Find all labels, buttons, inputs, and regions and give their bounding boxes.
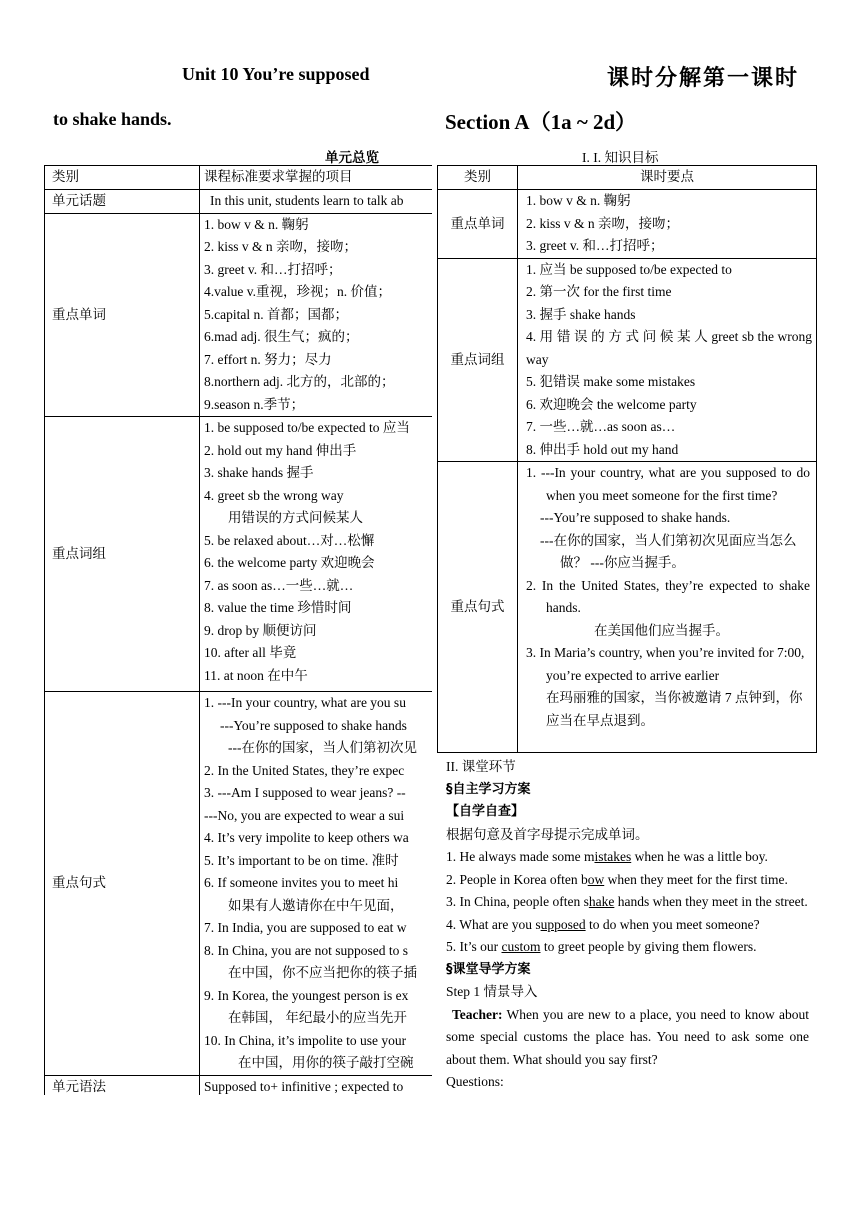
- rt-phrase-item: 3. 握手 shake hands: [526, 306, 636, 322]
- exercise-item: 4. What are you supposed to do when you meet someone?: [446, 916, 760, 932]
- phrases-label: 重点词组: [45, 417, 200, 692]
- rt-sentence-item: 在玛丽雅的国家，当你被邀请 7 点钟到，你应当在早点退到。: [546, 690, 803, 728]
- sentence-item: 在韩国， 年纪最小的应当先开: [228, 1010, 407, 1025]
- sentence-item: 1. ---In your country, what are you su: [204, 695, 406, 710]
- rt-phrase-item: 8. 伸出手 hold out my hand: [526, 441, 679, 457]
- sentence-item: 8. In China, you are not supposed to s: [204, 942, 408, 958]
- lesson-title: 课时分解第一课时: [607, 65, 800, 90]
- exercise-answer: ow: [587, 871, 605, 887]
- self-check: 【自学自查】: [446, 804, 525, 819]
- phrase-item: 9. drop by 顺便访问: [204, 622, 317, 638]
- phrase-item: 10. after all 毕竟: [204, 645, 297, 660]
- unit-title-cont: to shake hands.: [53, 109, 172, 129]
- word-item: 4.value v.重视，珍视；n. 价值；: [204, 284, 391, 299]
- rt-sentence-item: 2. In the United States, they’re expected to shake hands.: [526, 577, 810, 615]
- rt-col-category: 类别: [438, 166, 518, 190]
- sentence-item: 7. In India, you are supposed to eat w: [204, 920, 407, 935]
- word-item: 3. greet v. 和…打招呼；: [204, 261, 342, 277]
- exercise-item: 2. People in Korea often bow when they meet for the first time.: [446, 871, 788, 887]
- word-item: 8.northern adj. 北方的，北部的；: [204, 374, 395, 389]
- rt-word-item: 1. bow v & n. 鞠躬: [526, 193, 631, 208]
- rt-sentences-cell: [518, 462, 817, 753]
- rt-sentence-item: 1. ---In your country, what are you supposed to do when you meet someone for the first time?: [526, 465, 810, 503]
- phrase-item: 4. greet sb the wrong way: [204, 487, 344, 503]
- phrase-item: 7. as soon as…一些…就…: [204, 577, 354, 593]
- exercise-item: 3. In China, people often shake hands when they meet in the street.: [446, 894, 808, 909]
- instruction: 根据句意及首字母提示完成单词。: [446, 826, 649, 842]
- rt-phrases-cell: [518, 258, 817, 462]
- unit-title: Unit 10 You’re supposed: [182, 64, 370, 84]
- rt-col-points: 课时要点: [518, 166, 817, 190]
- col-category-header: 类别: [45, 166, 200, 190]
- grammar-text: Supposed to+ infinitive ; expected to: [200, 1075, 433, 1095]
- words-cell: [200, 213, 433, 417]
- lesson-points-table: [437, 165, 817, 753]
- sentence-item: 6. If someone invites you to meet hi: [204, 875, 399, 890]
- sentence-item: ---No, you are expected to wear a sui: [204, 807, 405, 823]
- rt-words-cell: [518, 190, 817, 259]
- exercise-answer: custom: [501, 939, 541, 954]
- overview-table-wrap: [44, 165, 432, 1095]
- class-heading: II. 课堂环节: [446, 759, 516, 774]
- sentence-item: 如果有人邀请你在中午见面，: [228, 897, 404, 913]
- rt-word-item: 3. greet v. 和…打招呼；: [526, 238, 664, 253]
- guided-plan: §课堂导学方案: [446, 961, 531, 977]
- exercise-answer: istakes: [594, 849, 632, 864]
- topic-text: In this unit, students learn to talk ab: [200, 190, 433, 214]
- rt-word-item: 2. kiss v & n 亲吻，接吻；: [526, 215, 680, 231]
- sentence-item: ---在你的国家，当人们第初次见: [228, 740, 417, 755]
- rt-sentence-item: ---You’re supposed to shake hands.: [540, 510, 731, 525]
- questions-label: Questions:: [446, 1074, 504, 1089]
- sentence-item: 在中国，用你的筷子敲打空碗: [238, 1055, 414, 1070]
- sentence-item: 在中国，你不应当把你的筷子插: [228, 965, 417, 980]
- word-item: 7. effort n. 努力；尽力: [204, 351, 332, 367]
- rt-sentence-item: ---在你的国家，当人们第初次见面应当怎么做？ ---你应当握手。: [540, 532, 797, 570]
- exercise-item: 5. It’s our custom to greet people by giving them flowers.: [446, 939, 757, 954]
- teacher-paragraph: Teacher: When you are new to a place, you need to know about some special customs the place has. You need to ask some one about them. What should you say first?: [446, 1006, 809, 1067]
- phrase-item: 1. be supposed to/be expected to 应当: [204, 420, 410, 435]
- col-items-header: 课程标准要求掌握的项目: [200, 166, 433, 190]
- rt-sentences-label: 重点句式: [438, 462, 518, 753]
- sentence-item: 2. In the United States, they’re expec: [204, 762, 405, 778]
- phrase-item: 8. value the time 珍惜时间: [204, 600, 352, 615]
- self-study-plan: §自主学习方案: [446, 781, 531, 797]
- overview-table: [44, 165, 432, 1095]
- rt-phrase-item: 1. 应当 be supposed to/be expected to: [526, 261, 732, 277]
- exercise-item: 1. He always made some mistakes when he was a little boy.: [446, 849, 768, 864]
- phrase-item: 5. be relaxed about…对…松懈: [204, 532, 375, 548]
- sentences-cell: [200, 692, 433, 1076]
- rt-phrase-item: 7. 一些…就…as soon as…: [526, 419, 676, 434]
- rt-phrases-label: 重点词组: [438, 258, 518, 462]
- word-item: 9.season n.季节；: [204, 396, 305, 412]
- rt-phrase-item: 5. 犯错误 make some mistakes: [526, 374, 696, 389]
- sentence-item: 9. In Korea, the youngest person is ex: [204, 987, 409, 1003]
- phrase-item: 11. at noon 在中午: [204, 667, 308, 683]
- word-item: 1. bow v & n. 鞠躬: [204, 216, 309, 232]
- phrases-cell: [200, 417, 433, 692]
- phrase-item: 2. hold out my hand 伸出手: [204, 442, 357, 458]
- left-table-caption: 单元总览: [325, 150, 379, 165]
- step-1: Step 1 情景导入: [446, 984, 538, 999]
- phrase-item: 3. shake hands 握手: [204, 465, 314, 480]
- rt-words-label: 重点单词: [438, 190, 518, 259]
- sentence-item: 5. It’s important to be on time. 准时: [204, 852, 399, 868]
- words-label: 重点单词: [45, 213, 200, 417]
- class-section: [446, 756, 809, 1094]
- sentence-item: 10. In China, it’s impolite to use your: [204, 1032, 407, 1048]
- grammar-label: 单元语法: [45, 1075, 200, 1095]
- rt-phrase-item: 6. 欢迎晚会 the welcome party: [526, 396, 697, 412]
- topic-label: 单元话题: [45, 190, 200, 214]
- sentences-label: 重点句式: [45, 692, 200, 1076]
- rt-sentence-item: 在美国他们应当握手。: [594, 622, 729, 638]
- rt-sentence-item: 3. In Maria’s country, when you’re invited for 7:00, you’re expected to arrive earlier: [526, 645, 805, 683]
- phrase-item: 6. the welcome party 欢迎晚会: [204, 555, 375, 570]
- right-table-caption: I. I. 知识目标: [582, 150, 659, 165]
- sentence-item: 4. It’s very impolite to keep others wa: [204, 830, 409, 845]
- word-item: 2. kiss v & n 亲吻，接吻；: [204, 239, 358, 254]
- sentence-item: 3. ---Am I supposed to wear jeans? --: [204, 785, 406, 800]
- rt-phrase-item: 4. 用 错 误 的 方 式 问 候 某 人 greet sb the wrong way: [526, 329, 812, 367]
- exercise-answer: upposed: [540, 916, 586, 932]
- word-item: 5.capital n. 首都；国都；: [204, 306, 348, 322]
- word-item: 6.mad adj. 很生气；疯的；: [204, 329, 359, 344]
- phrase-item: 用错误的方式问候某人: [228, 510, 363, 525]
- sentence-item: ---You’re supposed to shake hands: [220, 717, 407, 733]
- section-title: Section A（1a ~ 2d）: [445, 110, 637, 134]
- rt-phrase-item: 2. 第一次 for the first time: [526, 284, 672, 299]
- exercise-answer: hake: [588, 894, 615, 909]
